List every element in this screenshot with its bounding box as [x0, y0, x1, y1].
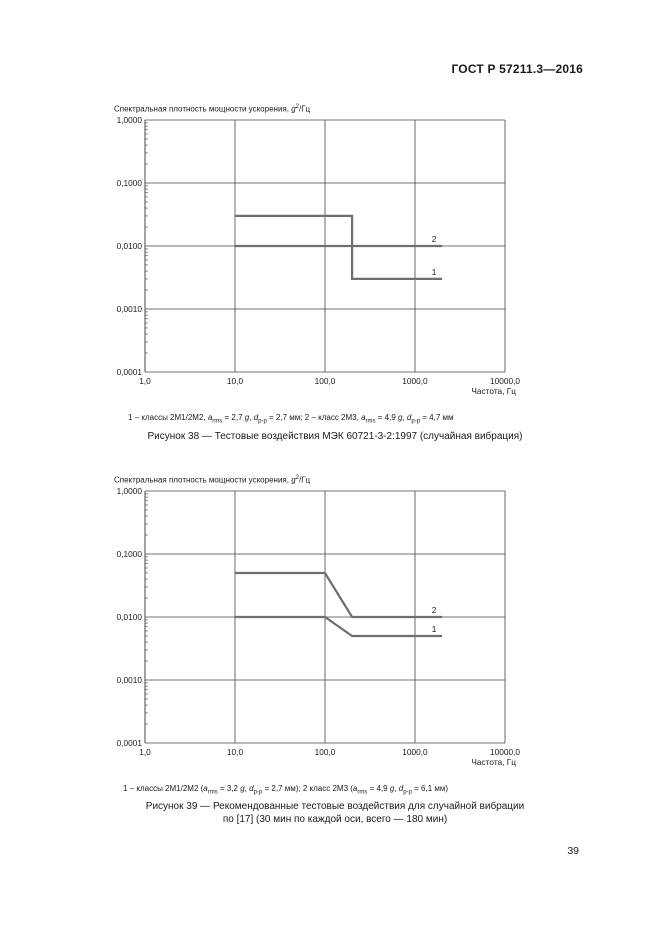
x-tick-label: 10000,0	[490, 747, 520, 757]
page-number: 39	[567, 845, 579, 857]
y-tick-label: 0,0010	[116, 675, 142, 685]
figure-39-legend: 1 – классы 2M1/2M2 ($a_{rms} = 3,2$ g, $d_{p-p} = 2,7$ мм); 2 класс 2M3 ($a_{rms} = 4,9$ g, $d_{p-p} = 6,1$ мм)	[123, 784, 449, 796]
legend-item2-number: 2	[304, 413, 310, 422]
series-label-1: 1	[431, 623, 437, 634]
y-tick-label: 0,1000	[116, 549, 142, 559]
x-tick-label: 1000,0	[402, 376, 428, 386]
legend-item1-number: 1	[128, 413, 133, 422]
legend-item1-number: 1	[123, 784, 128, 793]
legend-item1-arms: = 2,7	[224, 413, 243, 422]
caption-line-1: Рисунок 38 — Тестовые воздействия МЭК 60721-3-2:1997 (случайная вибрация)	[147, 431, 523, 442]
y-tick-label: 0,0001	[116, 367, 142, 377]
legend-item2-arms: = 4,9	[369, 784, 388, 793]
legend-item2-arms: = 4,9	[377, 413, 396, 422]
y-tick-label: 1,0000	[116, 115, 142, 125]
series-line-1	[235, 246, 442, 279]
y-tick-label: 0,0100	[116, 612, 142, 622]
x-tick-label: 100,0	[314, 376, 336, 386]
x-axis-label: Частота, Гц	[471, 386, 516, 396]
x-tick-label: 10,0	[226, 747, 244, 757]
y-axis-label-text: Спектральная плотность мощности ускорения,	[114, 104, 292, 114]
y-axis-label-unit: /Гц	[298, 104, 311, 114]
caption-line-1: Рисунок 39 — Рекомендованные тестовые воздействия для случайной вибрации	[145, 801, 525, 812]
y-axis-label-text: Спектральная плотность мощности ускорения,	[114, 475, 292, 485]
caption-line-2: по [17] (30 мин по каждой оси, всего — 180 мин)	[222, 814, 448, 825]
legend-item2-number: 2	[302, 784, 308, 793]
x-tick-label: 100,0	[314, 747, 336, 757]
legend-item2-dpp: = 4,7 мм	[422, 413, 454, 422]
series-line-1	[235, 617, 442, 636]
legend-item2-dpp: = 6,1 мм)	[414, 784, 449, 793]
x-axis-label: Частота, Гц	[471, 757, 516, 767]
y-tick-label: 0,0100	[116, 241, 142, 251]
figure-39-caption	[100, 800, 570, 826]
y-axis-label: Спектральная плотность мощности ускорения, $g^2/Гц$	[114, 475, 311, 485]
y-tick-label: 0,1000	[116, 178, 142, 188]
x-tick-label: 10,0	[226, 376, 244, 386]
x-tick-label: 1,0	[139, 747, 151, 757]
x-tick-label: 10000,0	[490, 376, 520, 386]
x-tick-label: 1000,0	[402, 747, 428, 757]
x-tick-label: 1,0	[139, 376, 151, 386]
legend-item1-dpp: = 2,7 мм;	[269, 413, 303, 422]
series-label-2: 2	[431, 605, 437, 615]
y-axis-label: Спектральная плотность мощности ускорения, $g^2/Гц$	[114, 104, 311, 114]
psd-chart-figure-39	[0, 481, 661, 771]
y-tick-label: 0,0001	[116, 738, 142, 748]
figure-38-legend: 1 – классы 2M1/2M2, $a_{rms} = 2,7$ g, $d_{p-p} = 2,7$ мм; 2 – класс 2M3, $a_{rms} = 4,9$ g, $d_{p-p} = 4,7$ мм	[128, 413, 454, 425]
y-axis-label-unit: /Гц	[298, 475, 311, 485]
psd-chart-figure-38	[0, 110, 661, 400]
series-line-2	[235, 573, 442, 617]
legend-item2-text: – класс 2M3,	[311, 413, 359, 422]
series-label-1: 1	[431, 266, 437, 277]
figure-38-caption	[100, 430, 570, 443]
legend-item1-text: – классы 2M1/2M2,	[134, 413, 206, 422]
legend-item2-text: класс 2M3	[309, 784, 349, 793]
document-code: ГОСТ Р 57211.3—2016	[451, 62, 583, 76]
legend-item1-dpp: = 2,7 мм);	[264, 784, 301, 793]
series-label-2: 2	[431, 234, 437, 244]
series-line-2	[235, 216, 442, 246]
y-tick-label: 0,0010	[116, 304, 142, 314]
y-tick-label: 1,0000	[116, 486, 142, 496]
legend-item1-text: – классы 2M1/2M2	[129, 784, 199, 793]
legend-item1-arms: = 3,2	[219, 784, 238, 793]
